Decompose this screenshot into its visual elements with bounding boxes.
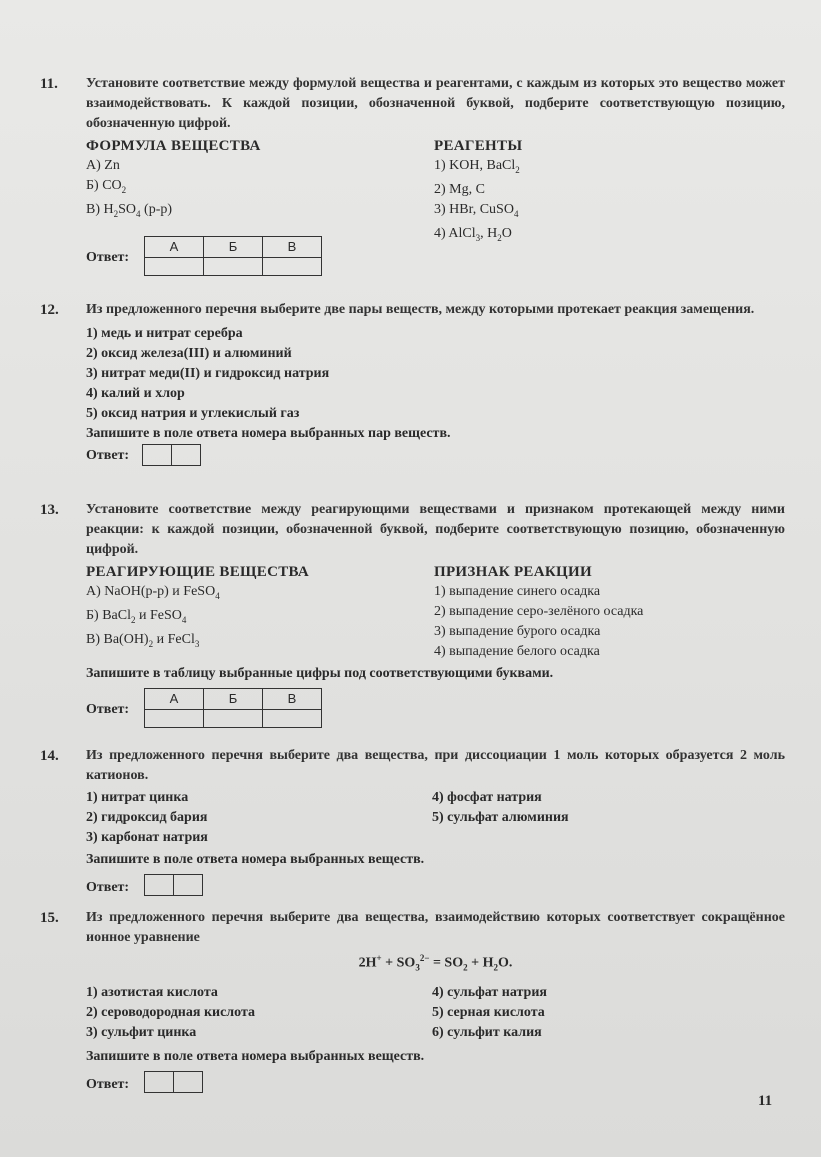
answer-row [86, 874, 785, 900]
question-12 [40, 300, 785, 468]
answer-col-header: В [263, 237, 322, 258]
question-text: Установите соответствие между реагирующими веществами и признаком протекающей между ними реакции: к каждой позиции, обозначенной буквой, подберите соответствующую позицию, обозначенную цифрой. [86, 502, 785, 557]
answer-cell[interactable] [263, 710, 322, 728]
answer-cell[interactable] [204, 710, 263, 728]
answer-boxes [144, 1071, 201, 1093]
options-right [432, 983, 792, 1043]
answer-col-header: В [263, 689, 322, 710]
list-item: В) $H_2SO_4$ (р-р) [86, 201, 173, 219]
list-item: 6) сульфит калия [432, 1025, 542, 1041]
matching-columns [86, 136, 785, 243]
column-heading: РЕАГИРУЮЩИЕ ВЕЩЕСТВА [86, 564, 310, 580]
answer-box[interactable] [144, 874, 174, 896]
answer-box[interactable] [142, 444, 172, 466]
question-number: 11. [40, 76, 58, 92]
question-11 [40, 74, 785, 278]
list-item: 2) гидроксид бария [86, 810, 208, 825]
matching-columns [86, 562, 785, 664]
instruction: Запишите в таблицу выбранные цифры под соответствующими буквами. [86, 666, 554, 681]
answer-row [86, 236, 785, 278]
answer-col-header: Б [204, 689, 263, 710]
list-item: 1) азотистая кислота [86, 985, 218, 1001]
answer-label: Ответ: [86, 702, 130, 717]
answer-label: Ответ: [86, 250, 130, 265]
options-grid [86, 788, 785, 850]
column-heading: РЕАГЕНТЫ [434, 138, 523, 154]
question-text: Установите соответствие между формулой вещества и реагентами, с каждым из которых это вещество может взаимодействовать. К каждой позиции, обозначенной буквой, подберите соответствующую позицию, обозначенную цифрой. [86, 76, 785, 131]
answer-col-header: А [145, 237, 204, 258]
list-item: 3) нитрат меди(II) и гидроксид натрия [86, 366, 330, 381]
answer-table [144, 688, 322, 728]
question-number: 15. [40, 910, 59, 926]
options-right [432, 788, 792, 828]
instruction: Запишите в поле ответа номера выбранных веществ. [86, 1049, 425, 1065]
list-item: 1) нитрат цинка [86, 790, 189, 805]
answer-cell[interactable] [263, 258, 322, 276]
options-list [86, 324, 785, 424]
answer-label: Ответ: [86, 1077, 130, 1093]
options-grid [86, 983, 785, 1047]
answer-boxes [144, 874, 201, 896]
list-item: 3) сульфит цинка [86, 1025, 197, 1041]
list-item: 4) калий и хлор [86, 386, 185, 401]
answer-box[interactable] [144, 1071, 174, 1093]
question-text: Из предложенного перечня выберите две пары веществ, между которыми протекает реакция замещения. [86, 302, 755, 317]
list-item: Б) BaCl$_2$ и FeSO$_4$ [86, 607, 187, 625]
list-item: 1) медь и нитрат серебра [86, 326, 243, 341]
answer-boxes [142, 444, 199, 466]
list-item: А) Zn [86, 158, 120, 173]
answer-box[interactable] [173, 1071, 203, 1093]
right-column [434, 136, 794, 247]
list-item: 4) сульфат натрия [432, 985, 547, 1001]
answer-col-header: Б [204, 237, 263, 258]
answer-label: Ответ: [86, 448, 130, 463]
right-column [434, 562, 794, 662]
list-item: В) $Ba(OH)_2$ и FeCl$_3$ [86, 631, 200, 649]
list-item: 5) сульфат алюминия [432, 810, 569, 825]
question-number: 12. [40, 302, 59, 318]
answer-box[interactable] [173, 874, 203, 896]
answer-row [86, 444, 785, 468]
list-item: 3) выпадение бурого осадка [434, 624, 601, 639]
question-text: Из предложенного перечня выберите два вещества, при диссоциации 1 моль которых образуется 2 моль катионов. [86, 748, 785, 783]
list-item: 5) оксид натрия и углекислый газ [86, 406, 300, 421]
list-item: Б) $CO_2$ [86, 178, 127, 195]
instruction: Запишите в поле ответа номера выбранных пар веществ. [86, 426, 451, 441]
options-left [86, 788, 426, 848]
options-left [86, 983, 426, 1043]
answer-label: Ответ: [86, 880, 130, 895]
list-item: 1) выпадение синего осадка [434, 584, 601, 599]
question-number: 13. [40, 502, 59, 518]
list-item: 2) сероводородная кислота [86, 1005, 256, 1021]
list-item: 3) HBr, CuSO$_4$ [434, 201, 519, 219]
column-heading: ФОРМУЛА ВЕЩЕСТВА [86, 138, 261, 154]
list-item: 5) серная кислота [432, 1005, 545, 1021]
list-item: 4) выпадение белого осадка [434, 644, 600, 659]
answer-cell[interactable] [204, 258, 263, 276]
left-column [86, 136, 416, 224]
instruction: Запишите в поле ответа номера выбранных веществ. [86, 852, 425, 867]
list-item: 3) карбонат натрия [86, 830, 208, 845]
ionic-equation: $2H^+ + SO_3^{2-} = SO_2 + H_2O$. [358, 953, 513, 973]
list-item: 4) фосфат натрия [432, 790, 542, 805]
answer-table [144, 236, 322, 276]
list-item: 2) Mg, C [434, 181, 485, 197]
list-item: 2) оксид железа(III) и алюминий [86, 346, 292, 361]
list-item: 1) KOH, BaCl$_2$ [434, 158, 520, 175]
answer-row [86, 1071, 785, 1097]
answer-col-header: А [145, 689, 204, 710]
answer-row [86, 688, 785, 730]
question-13 [40, 500, 785, 730]
question-14 [40, 746, 785, 900]
list-item: А) NaOH(р-р) и FeSO$_4$ [86, 584, 220, 601]
answer-cell[interactable] [145, 710, 204, 728]
left-column [86, 562, 416, 653]
answer-cell[interactable] [145, 258, 204, 276]
page-number: 11 [758, 1093, 773, 1109]
question-number: 14. [40, 748, 59, 764]
column-heading: ПРИЗНАК РЕАКЦИИ [434, 564, 592, 580]
question-text: Из предложенного перечня выберите два вещества, взаимодействию которых соответствует сокращённое ионное уравнение [86, 910, 785, 945]
question-15 [40, 908, 785, 1097]
list-item: 4) AlCl$_3$, $H_2O$ [434, 225, 512, 243]
answer-box[interactable] [171, 444, 201, 466]
list-item: 2) выпадение серо-зелёного осадка [434, 604, 644, 619]
